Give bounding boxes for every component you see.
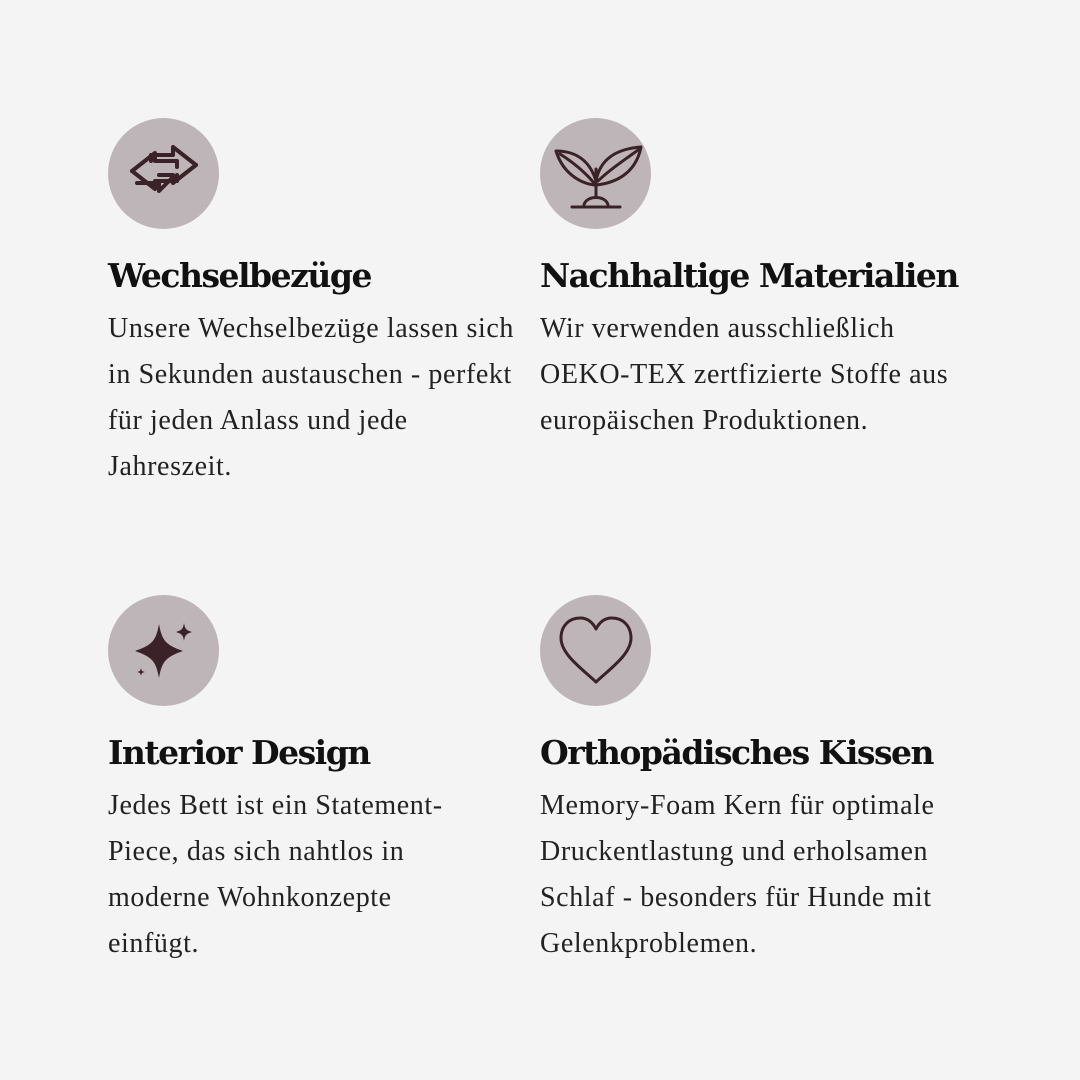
feature-sustainable-materials <box>540 118 960 436</box>
swap-arrows-icon <box>119 129 209 219</box>
feature-title: Wechselbezüge <box>108 256 371 295</box>
icon-circle <box>108 595 219 706</box>
feature-swap-covers <box>108 118 528 482</box>
feature-description: Wir verwenden ausschließlich OEKO-TEX zertfizierte Stoffe aus europäischen Produktionen. <box>540 313 949 436</box>
feature-title: Interior Design <box>108 733 370 772</box>
feature-interior-design <box>108 595 528 959</box>
sparkle-icon <box>119 606 209 696</box>
icon-circle <box>108 118 219 229</box>
feature-title: Orthopädisches Kissen <box>540 733 934 772</box>
feature-description: Memory-Foam Kern für optimale Druckentlastung und erholsamen Schlaf - besonders für Hunde mit Gelenkproblemen. <box>540 790 935 959</box>
feature-orthopedic-pillow <box>540 595 960 959</box>
feature-title: Nachhaltige Materialien <box>540 256 958 295</box>
plant-sprout-icon <box>546 129 646 219</box>
icon-circle <box>540 595 651 706</box>
heart-icon <box>551 606 641 696</box>
feature-description: Unsere Wechselbezüge lassen sich in Sekunden austauschen - perfekt für jeden Anlass und jede Jahreszeit. <box>108 313 514 482</box>
feature-description: Jedes Bett ist ein Statement-Piece, das sich nahtlos in moderne Wohnkonzepte einfügt. <box>108 790 443 959</box>
icon-circle <box>540 118 651 229</box>
